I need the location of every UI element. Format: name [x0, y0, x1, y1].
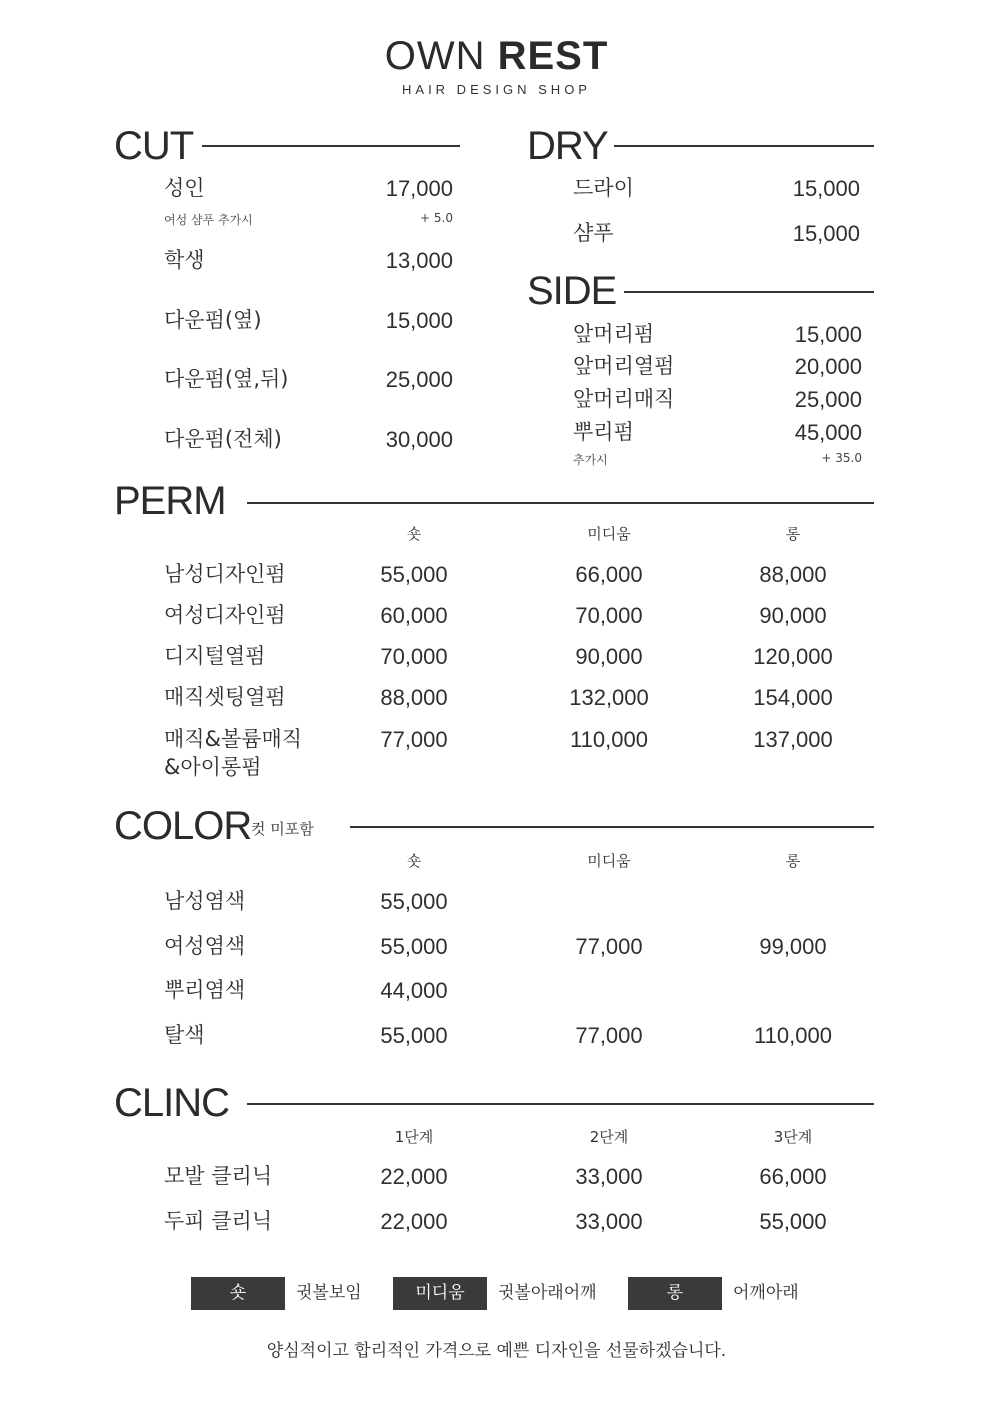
- perm-price-medium: 90,000: [575, 644, 643, 669]
- clinic-row-name: 모발 클리닉: [164, 1164, 273, 1188]
- color-column-short: 숏: [406, 852, 422, 870]
- color-row-name: 남성염색: [164, 889, 246, 913]
- cut-item-price: 25,000: [385, 367, 453, 392]
- color-price-medium: 77,000: [575, 1023, 643, 1048]
- perm-price-short: 77,000: [380, 727, 448, 752]
- cut-section-title: CUT: [114, 124, 194, 168]
- clinic-price-step2: 33,000: [575, 1164, 643, 1189]
- side-item-name: 앞머리매직: [573, 387, 675, 411]
- clinic-column-step2: 2단계: [589, 1128, 629, 1146]
- side-item-name: 앞머리열펌: [573, 354, 675, 378]
- legend-medium-desc: 귓볼아래어깨: [498, 1283, 597, 1303]
- logo-subtitle: HAIR DESIGN SHOP: [402, 82, 591, 97]
- side-item-price: 20,000: [794, 354, 862, 379]
- cut-note-price: + 5.0: [420, 211, 453, 225]
- cut-item-name: 다운펌(전체): [164, 427, 282, 451]
- clinic-price-step3: 55,000: [759, 1209, 827, 1234]
- color-price-medium: 77,000: [575, 934, 643, 959]
- logo-title-bold: REST: [497, 34, 609, 78]
- color-section-note: 컷 미포함: [251, 820, 314, 838]
- perm-row-name: 남성디자인펌: [164, 562, 286, 586]
- legend-long-label: 롱: [628, 1277, 722, 1310]
- clinic-section-title: CLINC: [114, 1081, 230, 1125]
- legend-short-desc: 귓볼보임: [296, 1283, 362, 1303]
- perm-column-medium: 미디움: [587, 525, 631, 543]
- color-column-medium: 미디움: [587, 852, 631, 870]
- side-note-price: + 35.0: [821, 451, 862, 465]
- dry-item-price: 15,000: [792, 176, 860, 201]
- perm-price-long: 88,000: [759, 562, 827, 587]
- color-price-short: 55,000: [380, 889, 448, 914]
- perm-price-short: 70,000: [380, 644, 448, 669]
- side-item-name: 앞머리펌: [573, 322, 655, 346]
- perm-price-short: 55,000: [380, 562, 448, 587]
- color-section-title: COLOR: [114, 804, 252, 848]
- dry-item-price: 15,000: [792, 221, 860, 246]
- perm-row-name-line2: &아이롱펌: [164, 755, 262, 779]
- color-price-short: 55,000: [380, 1023, 448, 1048]
- clinic-price-step3: 66,000: [759, 1164, 827, 1189]
- cut-divider: [202, 145, 460, 147]
- perm-section-title: PERM: [114, 479, 226, 523]
- color-column-long: 롱: [785, 852, 801, 870]
- clinic-divider: [247, 1103, 874, 1105]
- perm-price-long: 90,000: [759, 603, 827, 628]
- cut-item-price: 17,000: [385, 176, 453, 201]
- clinic-price-step1: 22,000: [380, 1209, 448, 1234]
- perm-price-long: 120,000: [753, 644, 833, 669]
- footer-slogan: 양심적이고 합리적인 가격으로 예쁜 디자인을 선물하겠습니다.: [266, 1341, 727, 1361]
- perm-divider: [247, 502, 874, 504]
- perm-row-name: 여성디자인펌: [164, 603, 286, 627]
- side-item-name: 뿌리펌: [573, 420, 634, 444]
- color-price-long: 99,000: [759, 934, 827, 959]
- color-row-name: 여성염색: [164, 934, 246, 958]
- perm-price-medium: 70,000: [575, 603, 643, 628]
- cut-item-price: 30,000: [385, 427, 453, 452]
- perm-row-name: 매직&볼륨매직: [164, 727, 303, 751]
- dry-divider: [614, 145, 874, 147]
- legend-medium-label: 미디움: [393, 1277, 487, 1310]
- clinic-column-step1: 1단계: [394, 1128, 434, 1146]
- color-price-short: 55,000: [380, 934, 448, 959]
- perm-column-long: 롱: [785, 525, 801, 543]
- perm-row-name: 디지털열펌: [164, 644, 266, 668]
- clinic-price-step2: 33,000: [575, 1209, 643, 1234]
- perm-price-medium: 66,000: [575, 562, 643, 587]
- color-row-name: 뿌리염색: [164, 978, 246, 1002]
- perm-price-long: 137,000: [753, 727, 833, 752]
- legend-short-label: 숏: [191, 1277, 285, 1310]
- perm-price-medium: 132,000: [569, 685, 649, 710]
- dry-section-title: DRY: [527, 124, 608, 168]
- cut-item-name: 다운펌(옆,뒤): [164, 367, 289, 391]
- legend-long-desc: 어깨아래: [733, 1283, 799, 1303]
- side-item-price: 15,000: [794, 322, 862, 347]
- cut-note-label: 여성 샴푸 추가시: [164, 213, 253, 227]
- color-divider: [350, 826, 874, 828]
- cut-item-price: 15,000: [385, 308, 453, 333]
- side-section-title: SIDE: [527, 269, 617, 313]
- color-row-name: 탈색: [164, 1023, 205, 1047]
- shop-logo: [0, 34, 993, 79]
- perm-price-short: 88,000: [380, 685, 448, 710]
- cut-item-name: 성인: [164, 176, 205, 200]
- perm-column-short: 숏: [406, 525, 422, 543]
- color-price-short: 44,000: [380, 978, 448, 1003]
- cut-item-name: 학생: [164, 248, 205, 272]
- cut-item-name: 다운펌(옆): [164, 308, 262, 332]
- side-note-label: 추가시: [573, 453, 608, 467]
- perm-price-long: 154,000: [753, 685, 833, 710]
- side-item-price: 45,000: [794, 420, 862, 445]
- dry-item-name: 드라이: [573, 176, 634, 200]
- perm-row-name: 매직셋팅열펌: [164, 685, 286, 709]
- clinic-price-step1: 22,000: [380, 1164, 448, 1189]
- perm-price-short: 60,000: [380, 603, 448, 628]
- cut-item-price: 13,000: [385, 248, 453, 273]
- side-divider: [624, 291, 874, 293]
- clinic-row-name: 두피 클리닉: [164, 1209, 273, 1233]
- color-price-long: 110,000: [754, 1023, 832, 1048]
- perm-price-medium: 110,000: [570, 727, 648, 752]
- logo-title-light: OWN: [384, 34, 486, 78]
- clinic-column-step3: 3단계: [773, 1128, 813, 1146]
- side-item-price: 25,000: [794, 387, 862, 412]
- dry-item-name: 샴푸: [573, 221, 614, 245]
